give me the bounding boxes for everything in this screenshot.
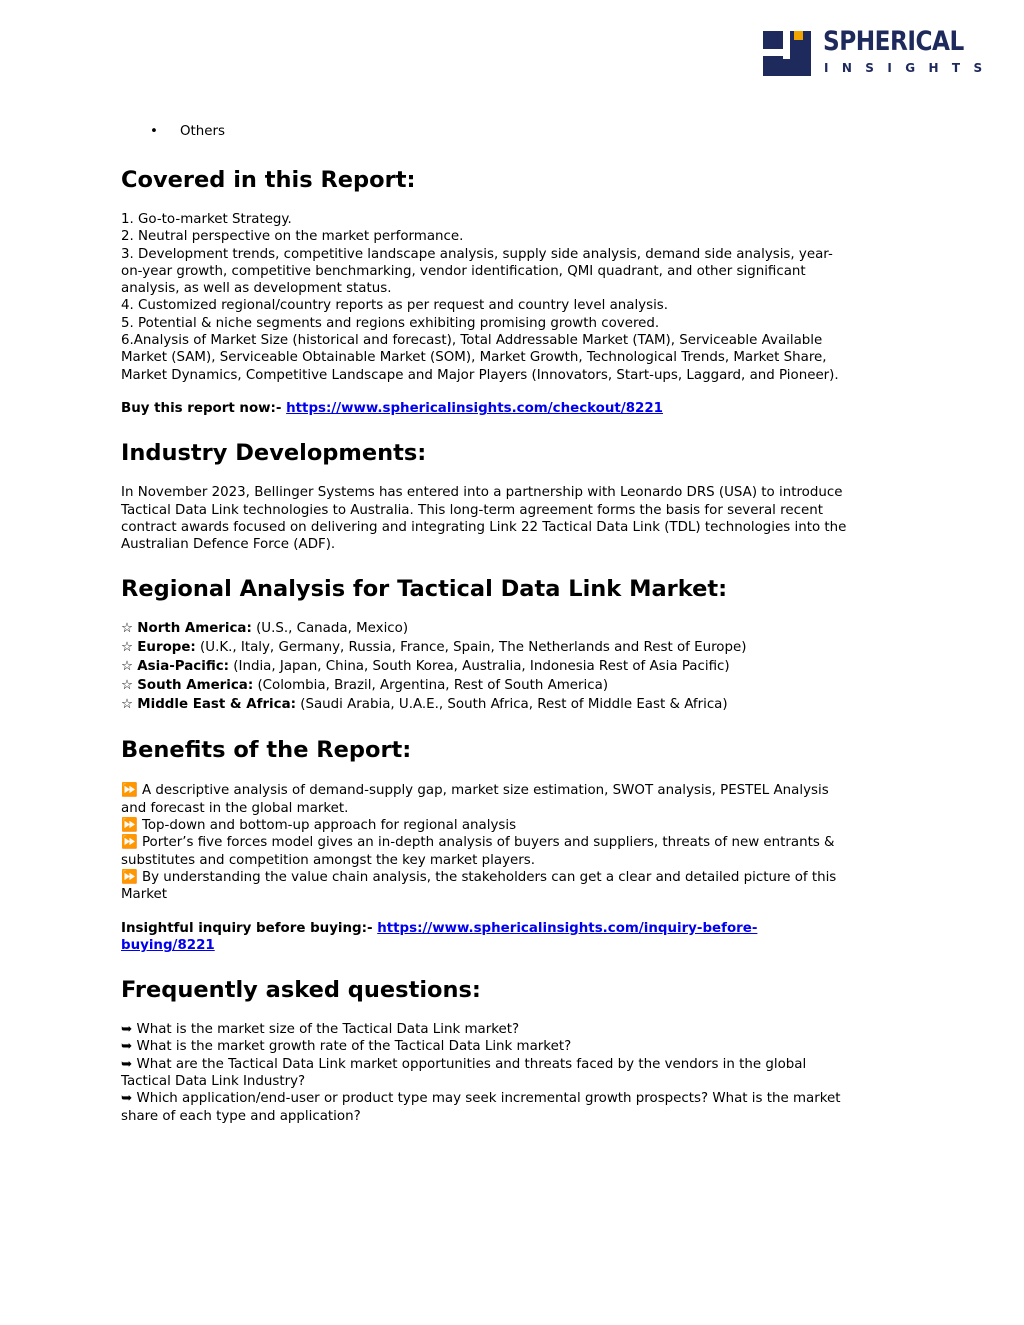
region-name: North America: — [137, 621, 252, 637]
arrow-icon: ➥ — [121, 1022, 133, 1038]
faq-text: What is the market size of the Tactical Data Link market? — [132, 1022, 520, 1038]
benefit-text: By understanding the value chain analysis, the stakeholders can get a clear and detailed picture of this — [137, 869, 837, 885]
faq-list — [121, 1021, 911, 1125]
region-item — [121, 657, 911, 676]
region-countries: (Saudi Arabia, U.A.E., South Africa, Rest of Middle East & Africa) — [295, 697, 728, 713]
faq-line — [121, 1021, 911, 1038]
benefit-line — [121, 834, 911, 851]
faq-line — [121, 1090, 911, 1107]
benefit-text: and forecast in the global market. — [121, 800, 349, 816]
benefit-text: substitutes and competition amongst the key market players. — [121, 852, 535, 868]
industry-heading: Industry Developments: — [121, 440, 427, 467]
fast-forward-icon: ⏩ — [121, 869, 138, 885]
logo-name-line2: INSIGHTS — [824, 61, 996, 75]
benefit-line — [121, 886, 911, 903]
region-item — [121, 638, 911, 657]
buy-now-label: Buy this report now:- — [121, 400, 287, 416]
faq-heading: Frequently asked questions: — [121, 977, 481, 1004]
regional-list — [121, 619, 911, 714]
faq-line — [121, 1038, 911, 1055]
arrow-icon: ➥ — [121, 1091, 133, 1107]
industry-line: Tactical Data Link technologies to Australia. This long-term agreement forms the basis for several recent — [121, 502, 823, 518]
region-countries: (India, Japan, China, South Korea, Australia, Indonesia Rest of Asia Pacific) — [229, 659, 730, 675]
star-icon: ☆ — [121, 678, 134, 694]
benefit-line — [121, 782, 911, 799]
benefit-line — [121, 852, 911, 869]
inquiry-line — [121, 920, 911, 955]
arrow-icon: ➥ — [121, 1056, 133, 1072]
regional-heading: Regional Analysis for Tactical Data Link Market: — [121, 576, 728, 603]
faq-text: What is the market growth rate of the Tactical Data Link market? — [132, 1039, 572, 1055]
covered-line: Market (SAM), Serviceable Obtainable Market (SOM), Market Growth, Technological Trends, Market Share, — [121, 350, 827, 366]
fast-forward-icon: ⏩ — [121, 835, 138, 851]
fast-forward-icon: ⏩ — [121, 818, 138, 834]
list-item: • Others — [180, 120, 911, 144]
star-icon: ☆ — [121, 621, 134, 637]
faq-line — [121, 1108, 911, 1125]
benefit-line — [121, 800, 911, 817]
region-item — [121, 695, 911, 714]
inquiry-link[interactable]: https://www.sphericalinsights.com/inquiry-before- buying/8221 — [121, 920, 758, 953]
region-countries: (U.S., Canada, Mexico) — [251, 621, 409, 637]
star-icon: ☆ — [121, 640, 134, 656]
benefit-line — [121, 817, 911, 834]
report-content — [121, 120, 911, 1125]
fast-forward-icon: ⏩ — [121, 783, 138, 799]
checkout-link[interactable]: https://www.sphericalinsights.com/checkout/8221 — [286, 400, 663, 416]
region-name: Europe: — [137, 640, 196, 656]
arrow-icon: ➥ — [121, 1039, 133, 1055]
covered-line: 3. Development trends, competitive landscape analysis, supply side analysis, demand side analysis, year- — [121, 246, 833, 262]
region-item — [121, 676, 911, 695]
benefit-text: A descriptive analysis of demand-supply gap, market size estimation, SWOT analysis, PESTEL Analysis — [137, 783, 829, 799]
region-item — [121, 619, 911, 638]
covered-line: analysis, as well as development status. — [121, 281, 392, 297]
benefit-line — [121, 869, 911, 886]
faq-line — [121, 1073, 911, 1090]
industry-line: In November 2023, Bellinger Systems has entered into a partnership with Leonardo DRS (USA) to introduce — [121, 485, 843, 501]
bullet-icon: • — [150, 124, 158, 139]
faq-text: share of each type and application? — [121, 1108, 361, 1124]
covered-line: on-year growth, competitive benchmarking, vendor identification, QMI quadrant, and other significant — [121, 263, 806, 279]
covered-line: 1. Go-to-market Strategy. — [121, 212, 292, 227]
benefit-text: Market — [121, 887, 168, 903]
buy-now-line — [121, 400, 911, 417]
region-name: Middle East & Africa: — [137, 697, 296, 713]
star-icon: ☆ — [121, 697, 134, 713]
inquiry-label: Insightful inquiry before buying:- — [121, 920, 378, 936]
faq-line — [121, 1056, 911, 1073]
covered-line: 2. Neutral perspective on the market performance. — [121, 229, 464, 245]
logo-name-line1: SPHERICAL — [823, 26, 964, 57]
covered-line: 5. Potential & niche segments and regions exhibiting promising growth covered. — [121, 315, 660, 331]
benefit-text: Porter’s five forces model gives an in-depth analysis of buyers and suppliers, threats of new entrants & — [137, 835, 835, 851]
region-countries: (U.K., Italy, Germany, Russia, France, Spain, The Netherlands and Rest of Europe) — [195, 640, 747, 656]
region-name: Asia-Pacific: — [137, 659, 230, 675]
covered-list — [121, 211, 911, 384]
benefits-heading: Benefits of the Report: — [121, 737, 412, 764]
industry-line: Australian Defence Force (ADF). — [121, 537, 336, 553]
logo-mark-icon — [763, 31, 811, 76]
benefits-list — [121, 782, 911, 903]
covered-line: 4. Customized regional/country reports as per request and country level analysis. — [121, 298, 669, 314]
industry-line: contract awards focused on delivering and integrating Link 22 Tactical Data Link (TDL) technologies into the — [121, 519, 847, 535]
industry-text — [121, 484, 911, 553]
faq-text: Tactical Data Link Industry? — [121, 1074, 306, 1090]
spherical-insights-logo — [763, 26, 996, 78]
covered-line: Market Dynamics, Competitive Landscape and Major Players (Innovators, Start-ups, Laggard, and Pioneer). — [121, 367, 839, 383]
faq-text: What are the Tactical Data Link market opportunities and threats faced by the vendors in the global — [132, 1056, 807, 1072]
covered-heading: Covered in this Report: — [121, 167, 416, 193]
region-countries: (Colombia, Brazil, Argentina, Rest of South America) — [253, 678, 609, 694]
star-icon: ☆ — [121, 659, 134, 675]
covered-line: 6.Analysis of Market Size (historical and forecast), Total Addressable Market (TAM), Serviceable Available — [121, 333, 823, 349]
faq-text: Which application/end-user or product type may seek incremental growth prospects? What is the market — [132, 1091, 841, 1107]
benefit-text: Top-down and bottom-up approach for regional analysis — [137, 818, 517, 834]
region-name: South America: — [137, 678, 254, 694]
